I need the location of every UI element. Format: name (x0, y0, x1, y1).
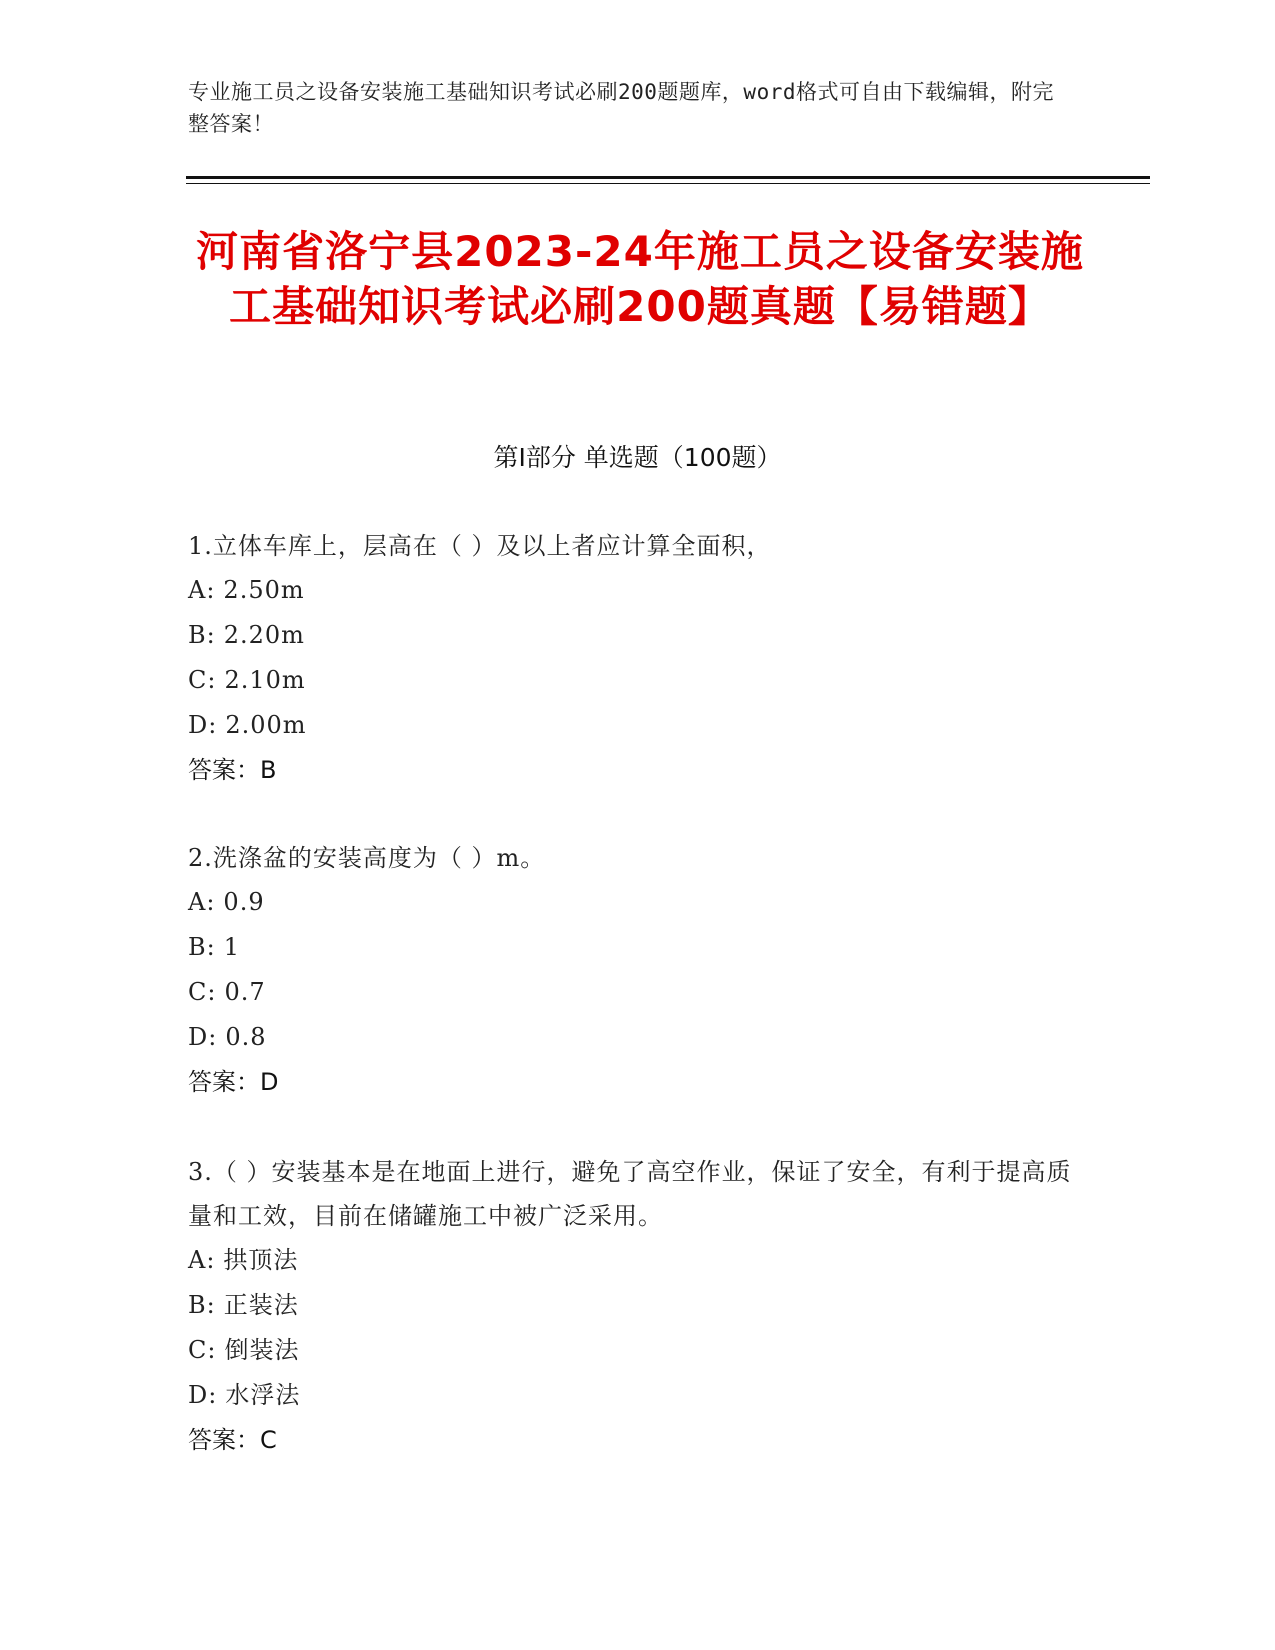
option-c (188, 970, 1088, 1015)
option-key: A: (188, 1246, 216, 1274)
option-text: 0.7 (224, 978, 266, 1006)
option-text: 0.9 (223, 888, 265, 916)
option-text: 1 (223, 933, 241, 961)
option-text: 水浮法 (225, 1381, 301, 1409)
option-key: D: (188, 1381, 218, 1409)
answer-label: 答案： (188, 1068, 260, 1096)
option-key: B: (188, 933, 216, 961)
option-text: 2.10m (224, 666, 306, 694)
option-text: 拱顶法 (223, 1246, 299, 1274)
answer-label: 答案： (188, 756, 260, 784)
answer-line (188, 748, 1088, 793)
option-b (188, 1283, 1088, 1328)
option-d (188, 1373, 1088, 1418)
question-stem: 2.洗涤盆的安装高度为（ ）m。 (188, 844, 546, 872)
option-c (188, 1328, 1088, 1373)
option-b (188, 925, 1088, 970)
header-note: 专业施工员之设备安装施工基础知识考试必刷200题题库，word格式可自由下载编辑，附完整答案！ (188, 80, 1054, 136)
option-text: 正装法 (223, 1291, 299, 1319)
option-key: B: (188, 1291, 216, 1319)
question-2 (188, 836, 1088, 1105)
section-title: 第I部分 单选题（100题） (493, 443, 782, 472)
option-c (188, 658, 1088, 703)
option-a (188, 1238, 1088, 1283)
option-d (188, 703, 1088, 748)
option-key: A: (188, 888, 216, 916)
document-title: 河南省洛宁县2023-24年施工员之设备安装施工基础知识考试必刷200题真题【易错题】 (196, 227, 1084, 331)
option-key: B: (188, 621, 216, 649)
answer-value: D (260, 1068, 279, 1096)
header-divider-thin (186, 183, 1150, 184)
option-text: 2.20m (223, 621, 305, 649)
question-1 (188, 524, 1088, 793)
question-stem: 3.（ ）安装基本是在地面上进行，避免了高空作业，保证了安全，有利于提高质量和工效，目前在储罐施工中被广泛采用。 (188, 1158, 1072, 1230)
option-d (188, 1015, 1088, 1060)
option-b (188, 613, 1088, 658)
option-key: D: (188, 711, 218, 739)
option-key: A: (188, 576, 216, 604)
question-3 (188, 1150, 1088, 1463)
option-key: C: (188, 1336, 217, 1364)
question-stem: 1.立体车库上，层高在（ ）及以上者应计算全面积， (188, 532, 772, 560)
option-a (188, 880, 1088, 925)
answer-label: 答案： (188, 1426, 260, 1454)
option-text: 2.00m (225, 711, 307, 739)
answer-value: C (260, 1426, 277, 1454)
option-key: D: (188, 1023, 218, 1051)
header-divider-thick (186, 176, 1150, 179)
answer-line (188, 1418, 1088, 1463)
option-a (188, 568, 1088, 613)
option-text: 倒装法 (224, 1336, 300, 1364)
option-text: 0.8 (225, 1023, 267, 1051)
option-key: C: (188, 666, 217, 694)
option-text: 2.50m (223, 576, 305, 604)
answer-line (188, 1060, 1088, 1105)
answer-value: B (260, 756, 277, 784)
option-key: C: (188, 978, 217, 1006)
